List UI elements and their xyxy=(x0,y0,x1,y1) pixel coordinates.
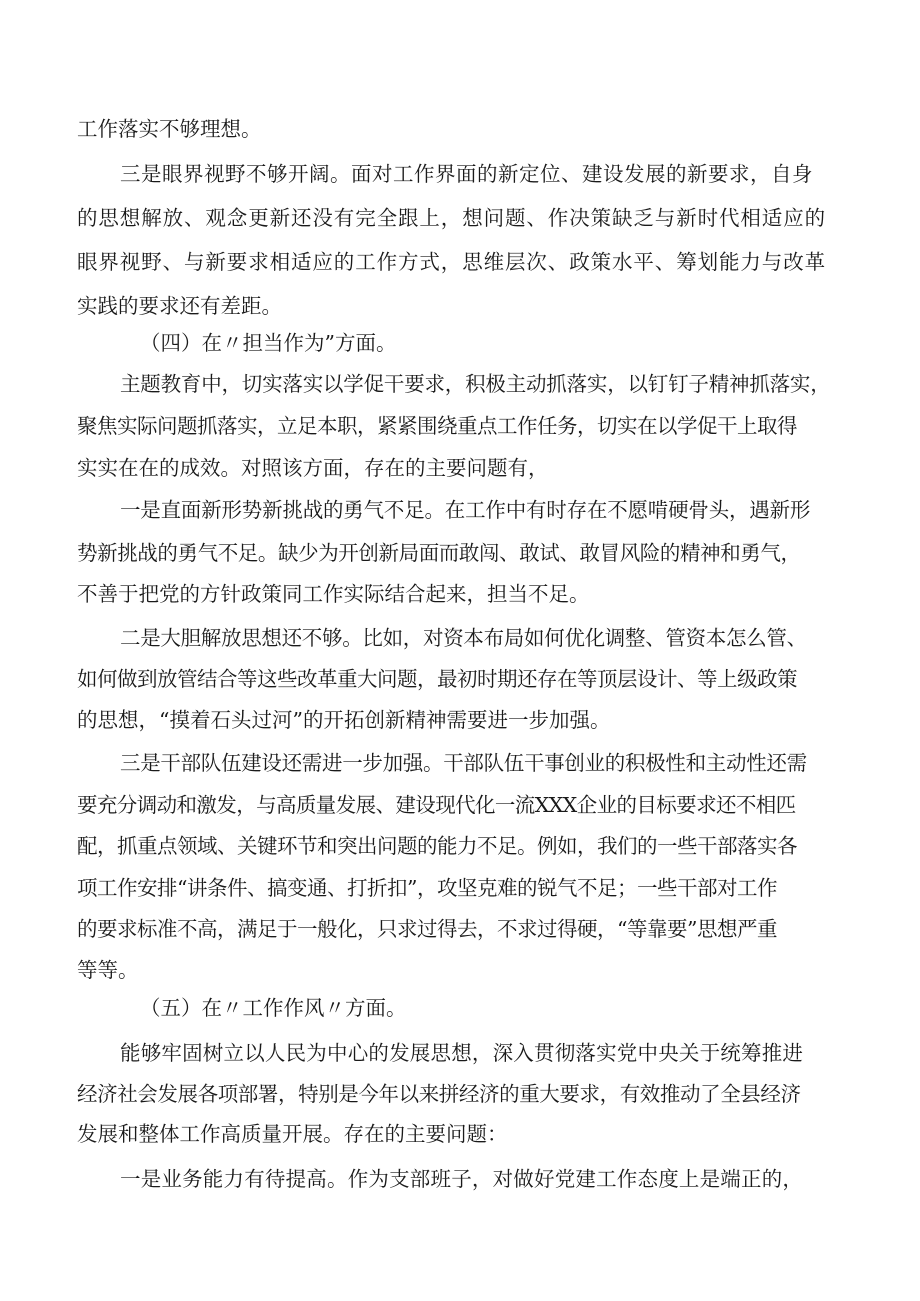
text-line: 要充分调动和激发，与高质量发展、建设现代化一流XXX企业的目标要求还不相匹 xyxy=(77,793,796,817)
text-line: 工作落实不够理想。 xyxy=(77,117,262,141)
text-line: 势新挑战的勇气不足。缺少为开创新局面而敢闯、敢试、敢冒风险的精神和勇气， xyxy=(77,541,801,565)
text-line: 发展和整体工作高质量开展。存在的主要问题： xyxy=(77,1122,508,1146)
text-line: 配，抓重点领域、关键环节和突出问题的能力不足。例如，我们的一些干部落实各 xyxy=(77,834,797,858)
text-line: 眼界视野、与新要求相适应的工作方式，思维层次、政策水平、筹划能力与改革 xyxy=(77,250,826,274)
text-line: 三是眼界视野不够开阔。面对工作界面的新定位、建设发展的新要求，自身 xyxy=(120,162,813,186)
text-line: 主题教育中，切实落实以学促干要求，积极主动抓落实，以钉钉子精神抓落实， xyxy=(120,372,831,396)
text-line: 三是干部队伍建设还需进一步加强。干部队伍干事创业的积极性和主动性还需 xyxy=(120,751,807,775)
text-line: 的思想解放、观念更新还没有完全跟上，想问题、作决策缺乏与新时代相适应的 xyxy=(77,206,826,230)
text-line: 的思想，“摸着石头过河”的开拓创新精神需要进一步加强。 xyxy=(77,708,611,732)
text-line: 一是直面新形势新挑战的勇气不足。在工作中有时存在不愿啃硬骨头，遇新形 xyxy=(120,498,811,522)
text-line: 项工作安排“讲条件、搞变通、打折扣”，攻坚克难的锐气不足；一些干部对工作 xyxy=(77,876,777,900)
text-line: 的要求标准不高，满足于一般化，只求过得去，不求过得硬，“等靠要”思想严重 xyxy=(77,917,777,941)
text-line: 能够牢固树立以人民为中心的发展思想，深入贯彻落实党中央关于统筹推进 xyxy=(120,1041,804,1065)
text-line: 不善于把党的方针政策同工作实际结合起来，担当不足。 xyxy=(77,582,590,606)
text-line: 等等。 xyxy=(77,958,139,982)
text-line: 实实在在的成效。对照该方面，存在的主要问题有， xyxy=(77,456,549,480)
section-heading: （五）在〃工作作风〃方面。 xyxy=(140,996,407,1020)
section-heading: （四）在〃担当作为”方面。 xyxy=(140,331,397,355)
text-line: 一是业务能力有待提高。作为支部班子，对做好党建工作态度上是端正的， xyxy=(120,1167,804,1191)
text-line: 实践的要求还有差距。 xyxy=(77,294,282,318)
text-line: 经济社会发展各项部署，特别是今年以来拼经济的重大要求，有效推动了全县经济 xyxy=(77,1082,801,1106)
text-line: 二是大胆解放思想还不够。比如，对资本布局如何优化调整、管资本怎么管、 xyxy=(120,626,807,650)
text-line: 聚焦实际问题抓落实，立足本职，紧紧围绕重点工作任务，切实在以学促干上取得 xyxy=(77,414,797,438)
text-line: 如何做到放管结合等这些改革重大问题，最初时期还存在等顶层设计、等上级政策 xyxy=(77,667,797,691)
